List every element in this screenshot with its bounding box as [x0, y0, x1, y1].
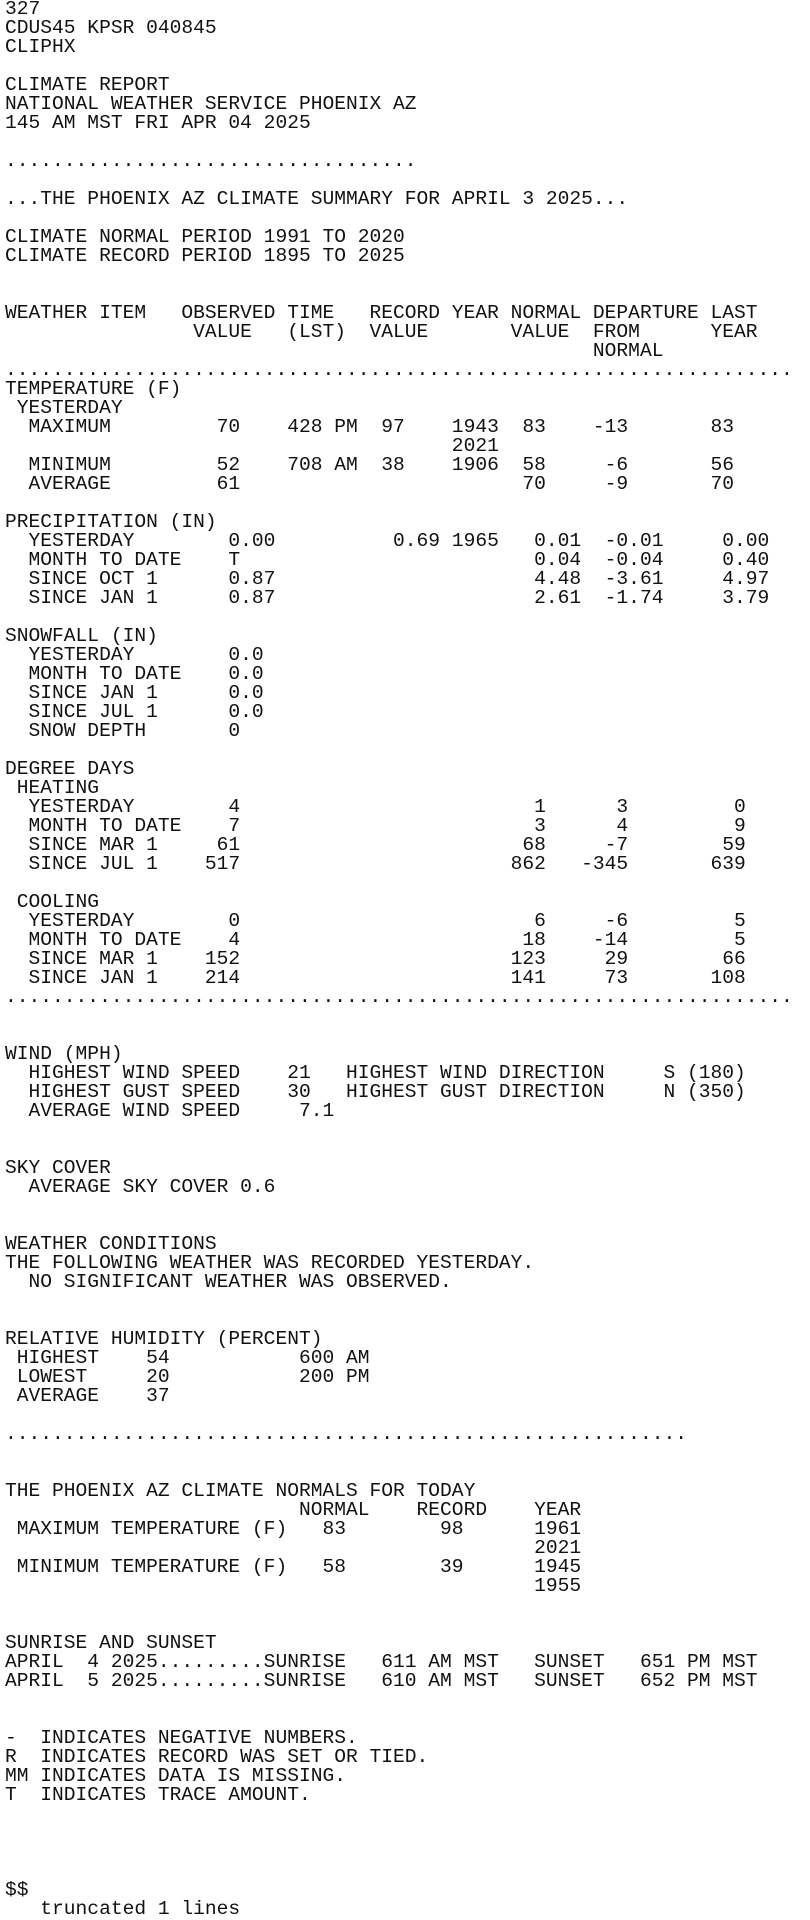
report-line [5, 1805, 810, 1824]
report-line: MONTH TO DATE 0.0 [5, 663, 264, 685]
report-line: MM INDICATES DATA IS MISSING. [5, 1765, 346, 1787]
report-line: CLIMATE REPORT [5, 74, 170, 96]
report-line [5, 266, 810, 285]
report-line: NORMAL RECORD YEAR [5, 1499, 582, 1521]
report-line: SINCE JUL 1 0.0 [5, 701, 264, 723]
report-line: AVERAGE 37 [5, 1385, 170, 1407]
report-line [5, 1197, 810, 1216]
report-line: DEGREE DAYS [5, 758, 135, 780]
report-line: 2021 [5, 435, 499, 457]
report-line [5, 1824, 810, 1843]
report-line: YESTERDAY 0 6 -6 5 [5, 910, 746, 932]
report-line: HEATING [5, 777, 100, 799]
report-line [5, 1292, 810, 1311]
report-line: 327 [5, 0, 41, 20]
report-line: THE PHOENIX AZ CLIMATE NORMALS FOR TODAY [5, 1480, 476, 1502]
report-line: NORMAL [5, 340, 664, 362]
report-line: CLIMATE NORMAL PERIOD 1991 TO 2020 [5, 226, 405, 248]
report-line: .......................................................... [5, 1423, 687, 1445]
report-line: CLIMATE RECORD PERIOD 1895 TO 2025 [5, 245, 405, 267]
report-line: SINCE JUL 1 517 862 -345 639 [5, 853, 746, 875]
report-line: RELATIVE HUMIDITY (PERCENT) [5, 1328, 323, 1350]
report-line: SNOW DEPTH 0 [5, 720, 241, 742]
report-line [5, 1007, 810, 1026]
report-line: AVERAGE 61 70 -9 70 [5, 473, 735, 495]
report-line: SINCE JAN 1 214 141 73 108 [5, 967, 746, 989]
report-line: HIGHEST GUST SPEED 30 HIGHEST GUST DIRECTION N (350) [5, 1081, 746, 1103]
report-line: LOWEST 20 200 PM [5, 1366, 370, 1388]
report-line: WIND (MPH) [5, 1043, 123, 1065]
report-line: NO SIGNIFICANT WEATHER WAS OBSERVED. [5, 1271, 452, 1293]
report-line: SUNRISE AND SUNSET [5, 1632, 217, 1654]
report-line: SINCE MAR 1 152 123 29 66 [5, 948, 746, 970]
report-line: ...THE PHOENIX AZ CLIMATE SUMMARY FOR APRIL 3 2025... [5, 188, 629, 210]
report-line: YESTERDAY 4 1 3 0 [5, 796, 746, 818]
report-line: 145 AM MST FRI APR 04 2025 [5, 112, 311, 134]
report-line: YESTERDAY 0.0 [5, 644, 264, 666]
report-line: 1955 [5, 1575, 582, 1597]
report-line: - INDICATES NEGATIVE NUMBERS. [5, 1727, 358, 1749]
report-line: MAXIMUM TEMPERATURE (F) 83 98 1961 [5, 1518, 582, 1540]
report-line: THE FOLLOWING WEATHER WAS RECORDED YESTERDAY. [5, 1252, 535, 1274]
report-line: APRIL 5 2025.........SUNRISE 610 AM MST SUNSET 652 PM MST [5, 1670, 758, 1692]
report-line: SKY COVER [5, 1157, 111, 1179]
report-line: MAXIMUM 70 428 PM 97 1943 83 -13 83 [5, 416, 735, 438]
report-line: AVERAGE SKY COVER 0.6 [5, 1176, 276, 1198]
report-line: VALUE (LST) VALUE VALUE FROM YEAR [5, 321, 758, 343]
report-line: 2021 [5, 1537, 582, 1559]
report-line: SINCE OCT 1 0.87 4.48 -3.61 4.97 [5, 568, 770, 590]
report-line: AVERAGE WIND SPEED 7.1 [5, 1100, 335, 1122]
report-line [5, 1843, 810, 1862]
report-line: SINCE MAR 1 61 68 -7 59 [5, 834, 746, 856]
report-line: COOLING [5, 891, 100, 913]
report-line: HIGHEST 54 600 AM [5, 1347, 370, 1369]
report-line: TEMPERATURE (F) [5, 378, 182, 400]
report-line: CDUS45 KPSR 040845 [5, 17, 217, 39]
report-line: SINCE JAN 1 0.87 2.61 -1.74 3.79 [5, 587, 770, 609]
report-line: MONTH TO DATE T 0.04 -0.04 0.40 [5, 549, 770, 571]
report-line [5, 1596, 810, 1615]
report-line [5, 874, 810, 893]
report-line: MINIMUM TEMPERATURE (F) 58 39 1945 [5, 1556, 582, 1578]
report-line: MONTH TO DATE 7 3 4 9 [5, 815, 746, 837]
report-line: ................................................................... [5, 986, 793, 1008]
report-line [5, 1444, 810, 1463]
report-line: T INDICATES TRACE AMOUNT. [5, 1784, 311, 1806]
report-line: MINIMUM 52 708 AM 38 1906 58 -6 56 [5, 454, 735, 476]
report-line: R INDICATES RECORD WAS SET OR TIED. [5, 1746, 429, 1768]
report-line: WEATHER ITEM OBSERVED TIME RECORD YEAR NORMAL DEPARTURE LAST [5, 302, 758, 324]
report-line: WEATHER CONDITIONS [5, 1233, 217, 1255]
report-line [5, 1140, 810, 1159]
report-line: SINCE JAN 1 0.0 [5, 682, 264, 704]
report-line: PRECIPITATION (IN) [5, 511, 217, 533]
report-line [5, 1691, 810, 1710]
report-line [5, 1026, 810, 1045]
report-line: SNOWFALL (IN) [5, 625, 158, 647]
report-line: ................................... [5, 150, 417, 172]
report-line [5, 1862, 810, 1881]
report-line: CLIPHX [5, 36, 76, 58]
report-line: $$ [5, 1879, 29, 1901]
report-line: truncated 1 lines [5, 1898, 241, 1919]
report-line: YESTERDAY [5, 397, 123, 419]
report-line: MONTH TO DATE 4 18 -14 5 [5, 929, 746, 951]
report-line: NATIONAL WEATHER SERVICE PHOENIX AZ [5, 93, 417, 115]
report-line: YESTERDAY 0.00 0.69 1965 0.01 -0.01 0.00 [5, 530, 770, 552]
report-line: APRIL 4 2025.........SUNRISE 611 AM MST SUNSET 651 PM MST [5, 1651, 758, 1673]
report-line: ................................................................... [5, 359, 793, 381]
report-line: HIGHEST WIND SPEED 21 HIGHEST WIND DIRECTION S (180) [5, 1062, 746, 1084]
report-line [5, 1121, 810, 1140]
